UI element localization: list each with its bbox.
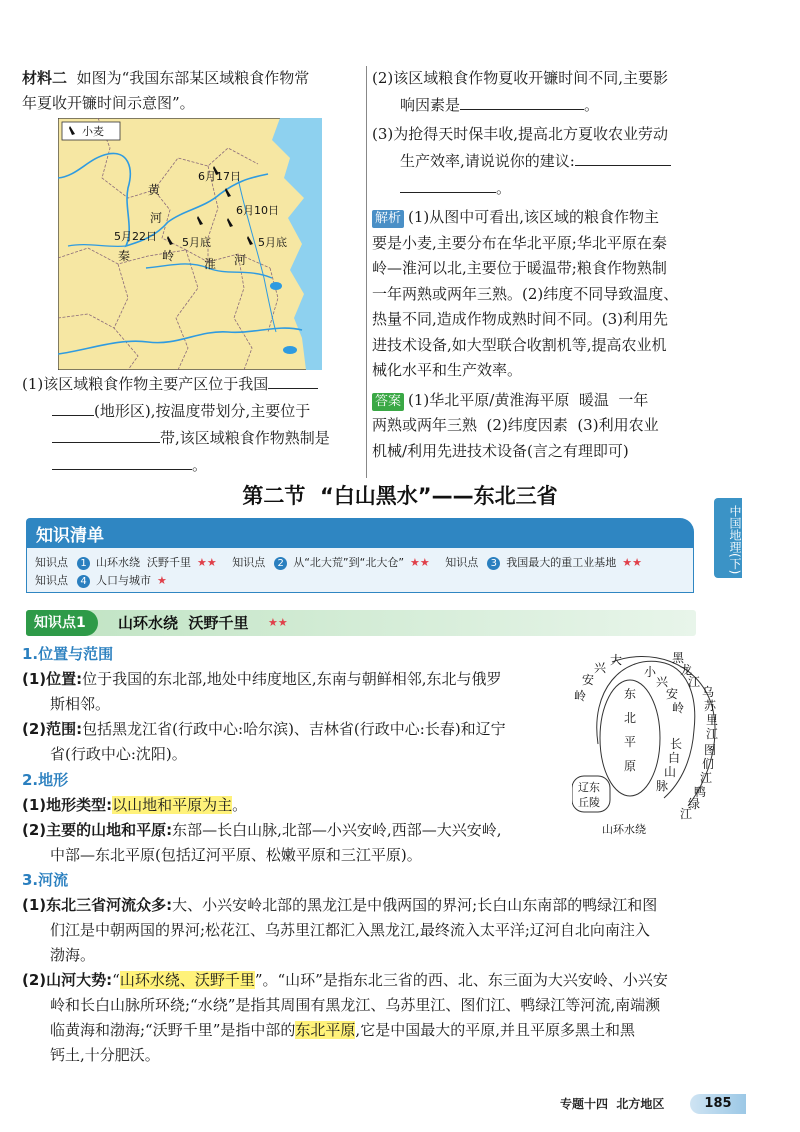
analysis-line-1: 要是小麦,主要分布在华北平原;华北平原在秦 bbox=[372, 233, 667, 252]
kp-item-4[interactable] bbox=[35, 574, 173, 587]
section-location bbox=[22, 642, 570, 767]
footer-topic: 专题十四 北方地区 bbox=[560, 1097, 665, 1111]
label-may22: 5月22日 bbox=[114, 230, 157, 243]
s3-p2-rest: ”。“山环”是指东北三省的西、北、东三面为大兴安岭、小兴安 bbox=[254, 971, 668, 989]
label-qin: 秦 bbox=[118, 249, 131, 263]
answer-block bbox=[372, 388, 712, 465]
q2-end: 。 bbox=[584, 96, 600, 114]
harvest-map bbox=[58, 118, 322, 370]
diagram-labels bbox=[574, 651, 718, 836]
s3-p2-l3b: ,它是中国最大的平原,并且平原多黑土和黑 bbox=[355, 1021, 635, 1039]
label-may-end-1: 5月底 bbox=[182, 236, 211, 249]
cbs-char: 山 bbox=[664, 765, 677, 779]
s1-p2-l2: 省(行政中心:沈阳)。 bbox=[50, 745, 187, 763]
kp-text: 人口与城市 bbox=[96, 574, 151, 587]
analysis-line-4: 热量不同,造成作物成熟时间不同。(3)利用先 bbox=[372, 310, 669, 328]
s3-p2-l3-highlight: 东北平原 bbox=[295, 1021, 356, 1039]
q1-line3: 带,该区域粮食作物熟制是 bbox=[160, 429, 330, 447]
material-intro-line2: 年夏收开镰时间示意图”。 bbox=[22, 94, 195, 112]
kp-label: 知识点 bbox=[35, 574, 68, 587]
answer-line-0: (1)华北平原/黄淮海平原 暖温 一年 bbox=[408, 390, 649, 409]
s1-heading: 1.位置与范围 bbox=[22, 645, 114, 663]
label-huang: 黄 bbox=[148, 183, 161, 197]
q1-blank-1b[interactable] bbox=[52, 397, 94, 416]
s3-p1-l1: 大、小兴安岭北部的黑龙江是中俄两国的界河;长白山东南部的鸭绿江和图 bbox=[172, 896, 658, 914]
kp-label: 知识点 bbox=[35, 556, 68, 569]
kp-row-2 bbox=[35, 572, 179, 588]
label-he2: 河 bbox=[234, 253, 247, 267]
label-he: 河 bbox=[150, 211, 163, 225]
kp-num: 1 bbox=[77, 557, 90, 570]
s2-p1-highlight: 以山地和平原为主 bbox=[112, 796, 233, 814]
analysis-line-5: 进技术设备,如大型联合收割机等,提高农业机 bbox=[372, 335, 667, 354]
knowledge-list-body bbox=[26, 548, 694, 593]
analysis-line-6: 械化水平和生产效率。 bbox=[372, 361, 523, 379]
q1-line1: (1)该区域粮食作物主要产区位于我国 bbox=[22, 375, 269, 393]
kp1-title: 山环水绕 沃野千里 bbox=[118, 614, 249, 632]
knowledge-list-title: 知识清单 bbox=[36, 526, 104, 546]
xxal-char: 安 bbox=[666, 687, 679, 701]
q1-line4-end: 。 bbox=[192, 456, 208, 474]
s1-p2-label: (2)范围: bbox=[22, 720, 83, 738]
kp-item-2[interactable] bbox=[232, 556, 436, 569]
lake-hongze bbox=[270, 282, 282, 290]
q1-blank-3[interactable] bbox=[52, 451, 192, 470]
material-intro-line1: 如图为“我国东部某区域粮食作物常 bbox=[76, 69, 310, 87]
center-char: 东 bbox=[624, 687, 637, 701]
q1-blank-2[interactable] bbox=[52, 424, 160, 443]
kp-num: 2 bbox=[274, 557, 287, 570]
label-jun10: 6月10日 bbox=[236, 204, 279, 217]
kp-text: 我国最大的重工业基地 bbox=[506, 556, 617, 569]
star-icon: ★★ bbox=[268, 616, 288, 629]
ylj-char: 鸭 bbox=[694, 785, 707, 799]
analysis-line-2: 岭—淮河以北,主要位于暖温带;粮食作物熟制 bbox=[372, 259, 667, 277]
ylj-char: 绿 bbox=[688, 797, 701, 811]
xxal-char: 岭 bbox=[672, 701, 685, 715]
star-icon: ★★ bbox=[622, 556, 642, 569]
kp-label: 知识点 bbox=[232, 556, 266, 569]
question-1 bbox=[22, 370, 362, 478]
page-number: 185 bbox=[690, 1094, 746, 1114]
center-char: 北 bbox=[624, 711, 637, 725]
wslj-char: 苏 bbox=[704, 699, 717, 713]
dxal-char: 安 bbox=[582, 673, 595, 687]
material-intro bbox=[22, 66, 362, 116]
mountain-river-diagram bbox=[572, 650, 740, 840]
dxal-char: 兴 bbox=[594, 661, 607, 675]
kp-text: 从“北大荒”到“北大仓” bbox=[293, 556, 405, 569]
s3-heading: 3.河流 bbox=[22, 871, 69, 889]
star-icon: ★★ bbox=[410, 556, 430, 569]
s3-p1-label: (1)东北三省河流众多: bbox=[22, 896, 173, 914]
kp-item-1[interactable] bbox=[35, 556, 223, 569]
answer-line-1: 两熟或两年三熟 (2)纬度因素 (3)利用农业 bbox=[372, 416, 659, 434]
s3-p1-l3: 渤海。 bbox=[50, 946, 96, 964]
analysis-line-0: (1)从图中可看出,该区域的粮食作物主 bbox=[408, 208, 660, 226]
diagram-svg bbox=[572, 650, 740, 840]
s2-p2-l1: 东部—长白山脉,北部—小兴安岭,西部—大兴安岭, bbox=[172, 821, 502, 839]
cbs-char: 长 bbox=[670, 737, 683, 751]
label-huai: 淮 bbox=[204, 257, 217, 271]
liaodong-line2: 丘陵 bbox=[578, 796, 600, 809]
s2-heading: 2.地形 bbox=[22, 771, 69, 789]
kp-num: 4 bbox=[77, 575, 90, 588]
center-char: 原 bbox=[624, 759, 637, 773]
kp-text: 山环水绕 沃野千里 bbox=[96, 556, 191, 569]
tmj-char: 图 bbox=[704, 743, 717, 757]
lake-tai bbox=[283, 346, 297, 354]
kp-num: 3 bbox=[487, 557, 500, 570]
s3-p2-highlight: 山环水绕、沃野千里 bbox=[119, 971, 255, 989]
answer-line-2: 机械/利用先进技术设备(言之有理即可) bbox=[372, 441, 629, 460]
diagram-mountain-ring bbox=[597, 661, 695, 798]
label-jun17: 6月17日 bbox=[198, 170, 241, 183]
analysis-block bbox=[372, 205, 712, 384]
kp-row-1 bbox=[35, 554, 654, 570]
ylj-char: 江 bbox=[680, 807, 693, 821]
s3-p2-l4: 钙土,十分肥沃。 bbox=[50, 1046, 160, 1064]
xxal-char: 兴 bbox=[656, 675, 669, 689]
s1-p1-l1: 位于我国的东北部,地处中纬度地区,东南与朝鲜相邻,东北与俄罗 bbox=[82, 670, 502, 688]
s2-p2-l2: 中部—东北平原(包括辽河平原、松嫩平原和三江平原)。 bbox=[50, 846, 422, 864]
dxal-char: 大 bbox=[610, 653, 623, 667]
tmj-char: 江 bbox=[700, 771, 713, 785]
side-tab[interactable]: 中国地理(下) bbox=[714, 498, 742, 578]
hlj-char: 黑 bbox=[672, 651, 685, 665]
kp-item-3[interactable] bbox=[445, 556, 648, 569]
s1-p2-l1: 包括黑龙江省(行政中心:哈尔滨)、吉林省(行政中心:长春)和辽宁 bbox=[82, 720, 506, 738]
wslj-char: 乌 bbox=[702, 685, 715, 699]
kp1-bar bbox=[26, 610, 696, 636]
dxal-char: 岭 bbox=[574, 689, 587, 703]
section-rivers bbox=[22, 868, 712, 1068]
knowledge-list-header bbox=[26, 518, 694, 548]
s2-p1-label: (1)地形类型: bbox=[22, 796, 113, 814]
q2-line1: (2)该区域粮食作物夏收开镰时间不同,主要影 bbox=[372, 69, 669, 87]
s3-p2-l2: 岭和长白山脉所环绕;“水绕”是指其周围有黑龙江、乌苏里江、图们江、鸭绿江等河流,南端濒 bbox=[50, 996, 661, 1014]
q1-blank-1[interactable] bbox=[268, 370, 318, 389]
answer-tag: 答案 bbox=[372, 393, 404, 411]
s1-p1-label: (1)位置: bbox=[22, 670, 83, 688]
q3-blank-2[interactable] bbox=[400, 174, 496, 193]
section-title: 第二节 “白山黑水”——东北三省 bbox=[242, 484, 558, 508]
material-label: 材料二 bbox=[22, 69, 68, 87]
tmj-char: 们 bbox=[702, 757, 715, 771]
analysis-line-3: 一年两熟或两年三熟。(2)纬度不同导致温度、 bbox=[372, 284, 679, 303]
s1-p1-l2: 斯相邻。 bbox=[50, 695, 111, 713]
harvest-map-svg bbox=[58, 118, 322, 370]
cbs-char: 白 bbox=[668, 751, 681, 765]
q3-blank-1[interactable] bbox=[575, 147, 671, 166]
wslj-char: 里 bbox=[706, 713, 719, 727]
star-icon: ★★ bbox=[197, 556, 217, 569]
s3-p2-l3a: 临黄海和渤海;“沃野千里”是指中部的 bbox=[50, 1021, 296, 1039]
kp1-badge: 知识点1 bbox=[26, 610, 98, 636]
q3-line2: 生产效率,请说说你的建议: bbox=[400, 152, 575, 170]
wslj-char: 江 bbox=[706, 727, 719, 741]
q1-line2: (地形区),按温度带划分,主要位于 bbox=[94, 402, 311, 420]
q2-blank[interactable] bbox=[460, 91, 584, 110]
column-divider bbox=[366, 66, 367, 478]
q3-line1: (3)为抢得天时保丰收,提高北方夏收农业劳动 bbox=[372, 125, 669, 143]
s3-p2-label: (2)山河大势: bbox=[22, 971, 113, 989]
liaodong-line1: 辽东 bbox=[578, 781, 600, 794]
s3-p1-l2: 们江是中朝两国的界河;松花江、乌苏里江都汇入黑龙江,最终流入太平洋;辽河自北向南注入 bbox=[50, 921, 650, 939]
q2-line2: 响因素是 bbox=[400, 96, 461, 114]
analysis-tag: 解析 bbox=[372, 210, 404, 228]
xxal-char: 小 bbox=[644, 665, 657, 679]
hlj-char: 龙 bbox=[680, 663, 693, 677]
kp-label: 知识点 bbox=[445, 556, 479, 569]
s2-p2-label: (2)主要的山地和平原: bbox=[22, 821, 173, 839]
label-ling: 岭 bbox=[162, 249, 175, 263]
label-may-end-2: 5月底 bbox=[258, 236, 287, 249]
cbs-char: 脉 bbox=[656, 779, 669, 793]
star-icon: ★ bbox=[157, 574, 167, 587]
right-column bbox=[372, 66, 712, 464]
s3-p2-quote-open: “ bbox=[112, 971, 120, 989]
section-terrain bbox=[22, 768, 570, 868]
diagram-caption: 山环水绕 bbox=[602, 823, 646, 836]
center-char: 平 bbox=[624, 735, 637, 749]
q3-end: 。 bbox=[496, 179, 512, 197]
map-legend-label: 小麦 bbox=[82, 125, 104, 138]
s2-p1-end: 。 bbox=[232, 796, 248, 814]
hlj-char: 江 bbox=[688, 675, 701, 689]
